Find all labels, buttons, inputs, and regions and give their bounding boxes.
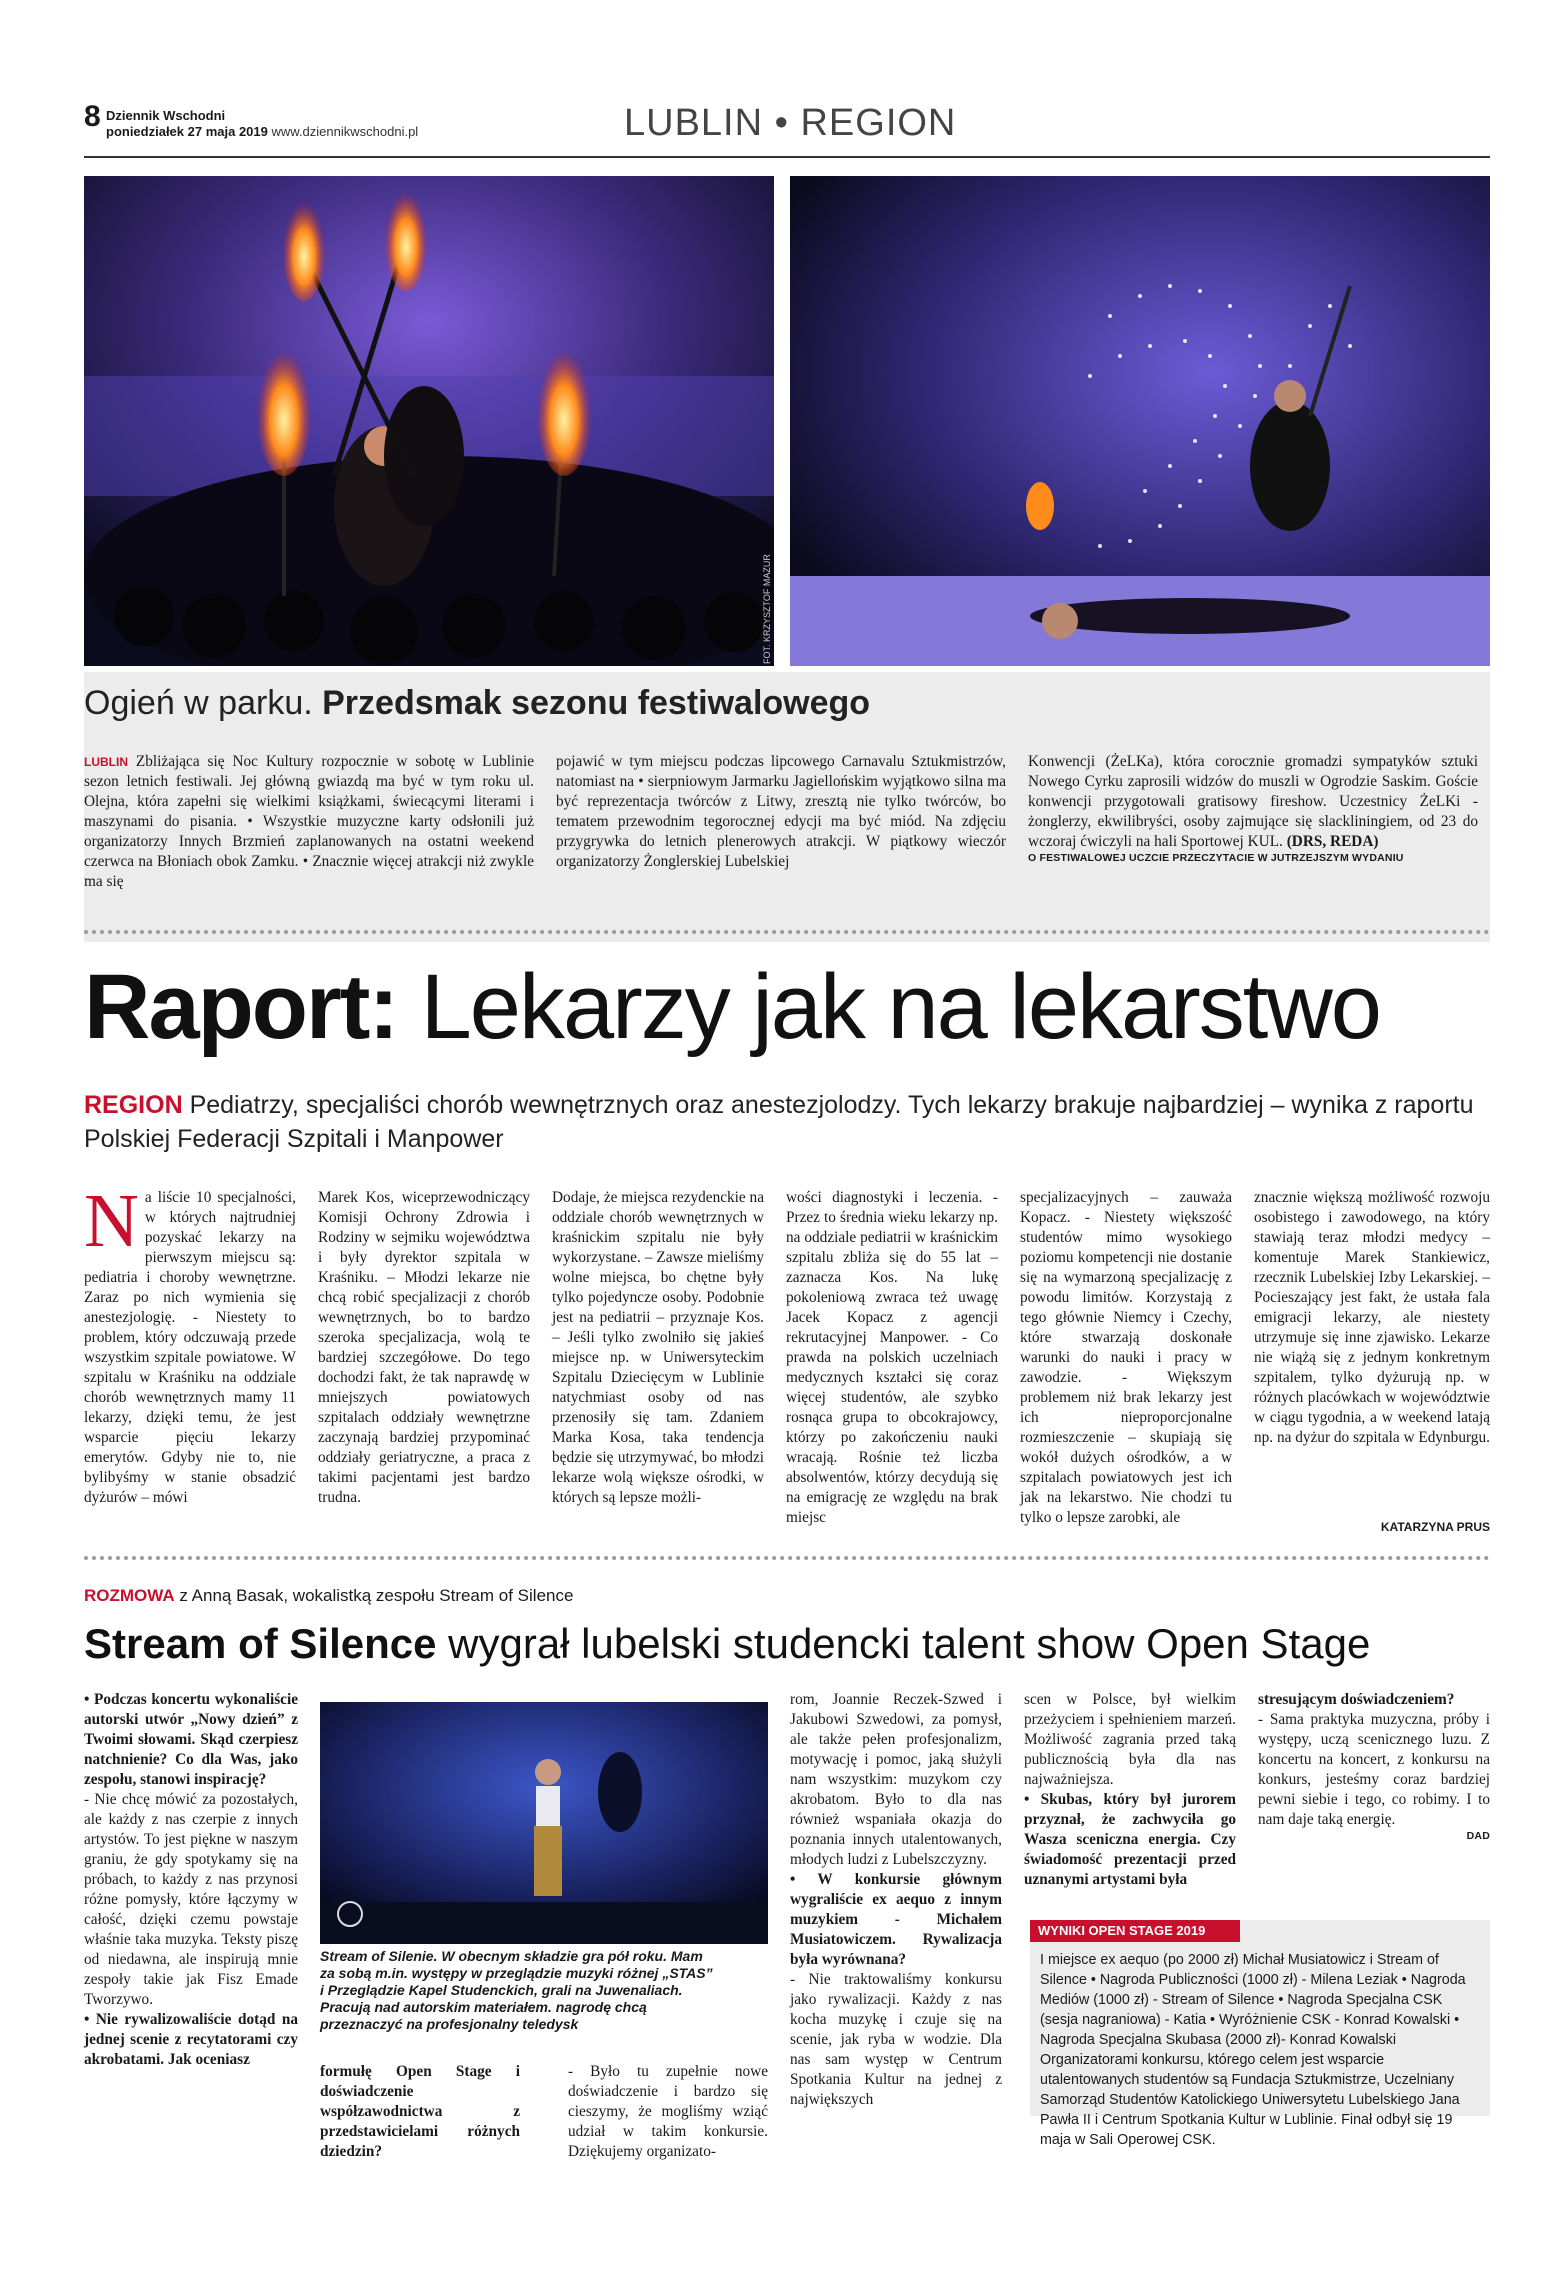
- fire-article-note: O FESTIWALOWEJ UCZCIE PRZECZYTACIE W JUTRZEJSZYM WYDANIU: [1028, 852, 1404, 864]
- interview-col-2: formułę Open Stage i doświadczenie współzawodnictwa z przedstawicielami różnych dziedzin?: [320, 2063, 520, 2160]
- doctors-article-lead: REGION Pediatrzy, specjaliści chorób wewnętrznych oraz anestezjolodzy. Tych lekarzy brakuje najbardziej – wynika z raportu Polskiej Federacji Szpitali i Manpower: [84, 1091, 1474, 1153]
- section-divider-2: [84, 1556, 1490, 1560]
- page-header: [84, 100, 1490, 158]
- issue-date: poniedziałek 27 maja 2019: [106, 124, 268, 139]
- doctors-col-2: Marek Kos, wiceprzewodniczący Komisji Ochrony Zdrowia i Rodziny w sejmiku województwa i były dyrektor szpitala w Kraśniku. – Młodzi lekarze nie chcą robić specjalizacji z chorób wewnętrznych, bo to bardzo szeroka specjalizacja, wolą te bardziej szczegółowe. Do tego dochodzi fakt, że tak naprawdę w mniejszych powiatowych szpitalach oddziały wewnętrzne zaczynają bardziej przypominać oddziały geriatryczne, a praca z takimi pacjentami jest bardzo trudna.: [318, 1189, 530, 1506]
- interview-col-4: rom, Joannie Reczek-Szwed i Jakubowi Szwedowi, za pomysł, ale także pełen profesjonalizm, motywację i pomoc, jaką służyli nam wszystkim: muzykom czy akrobatom. Było to dla nas również wspaniała okazja do poznania innych utalentowanych, młodych ludzi z Lubelszczyzny. • W konkursie głównym wygraliście ex aequo z innym muzykiem - Michałem Musiatowiczem. Rywalizacja była wyrównana? - Nie traktowaliśmy konkursu jako rywalizacji. Każdy z nas kocha muzykę i czuje się na scenie, jak ryba w wodzie. Dla nas sam występ w Centrum Spotkania Kultur na jednej z największych: [790, 1691, 1002, 2108]
- fire-dancers-photo: [84, 176, 774, 666]
- fire-article-title: Ogień w parku. Przedsmak sezonu festiwalowego: [84, 684, 871, 722]
- interview-kicker: ROZMOWA z Anną Basak, wokalistką zespołu Stream of Silence: [84, 1586, 574, 1605]
- doctors-article-title: Raport: Lekarzy jak na lekarstwo: [84, 956, 1380, 1058]
- sparks-image: [790, 176, 1490, 666]
- site-url: www.dziennikwschodni.pl: [271, 124, 419, 139]
- band-photo: [320, 1702, 768, 1944]
- section-divider-1: [84, 930, 1490, 934]
- fire-article-col-1: LUBLIN Zbliżająca się Noc Kultury rozpocznie w sobotę w Lublinie sezon letnich festiwali. Jej główną gwiazdą ma być w tym roku ul. Olejna, która zapełni się wielkimi książkami, świecącymi literami i maszynami do pisania. • Wszystkie muzyczne karty odsłonili już organizatorzy Innych Brzmień zaplanowanych na ostatni weekend czerwca na Błoniach obok Zamku. • Znacznie więcej atrakcji niż zwykle ma się: [84, 753, 534, 890]
- fire-article-col-2: pojawić w tym miejscu podczas lipcowego Carnavalu Sztukmistrzów, natomiast na • sierpniowym Jarmarku Jagiellońskim wyjątkowo silna ma być reprezentacja twórców z Litwy, zresztą nie tylko twórców, bo tematem przewodnim tegorocznej edycji ma być miód. Na zdjęciu przygrywka do letnich plenerowych atrakcji. W piątkowy wieczór organizatorzy Żonglerskiej Lubelskiej: [556, 753, 1006, 870]
- fire-article-col-3: Konwencji (ŻeLKa), która corocznie gromadzi sympatyków sztuki Nowego Cyrku zaprosili widzów do muszli w Ogrodzie Saskim. Goście konwencji przygotowali gratisowy fireshow. Uczestnicy ŻeLKi - żonglerzy, ekwilibryści, osoby zajmujące się slackliningiem, od 23 do wczoraj ćwiczyli na hali Sportowej KUL. (DRS, REDA) O FESTIWALOWEJ UCZCIE PRZECZYTACIE W JUTRZEJSZYM WYDANIU: [1028, 753, 1478, 864]
- doctors-col-3: Dodaje, że miejsca rezydenckie na oddziale chorób wewnętrznych w kraśnickim szpitalu nie były wykorzystane. – Zawsze mieliśmy wolne miejsca, bo chętne były tylko pojedyncze osoby. Podobnie jest na pediatrii – przyznaje Kos. – Jeśli tylko zwolniło się jakieś miejsce np. w Uniwersyteckim Szpitalu Dziecięcym w Lublinie natychmiast osoby od nas przenosiły się tam. Zdaniem Marka Kosa, taka tendencja będzie się utrzymywać, bo młodzi lekarze wolą większe ośrodki, w których są lepsze możli-: [552, 1189, 764, 1506]
- interview-col-6: stresującym doświadczeniem? - Sama praktyka muzyczna, próby i występy, uczą scenicznego luzu. Z koncertu na koncert, z konkursu na konkurs, jesteśmy coraz bardziej pewni siebie i tego, co robimy. I to nam daje taką energię. DAD: [1258, 1691, 1490, 1842]
- band-photo-caption: Stream of Silenie. W obecnym składzie gra pół roku. Mam za sobą m.in. występy w przeglądzie muzyki różnej „STAS” i Przeglądzie Kapel Studenckich, grali na Juwenaliach. Pracują nad autorskim materiałem. nagrodę chcą przeznaczyć na profesjonalny teledysk: [320, 1948, 713, 2032]
- paper-name: Dziennik Wschodni: [106, 108, 226, 123]
- interview-col-1: • Podczas koncertu wykonaliście autorski utwór „Nowy dzień” z Twoimi słowami. Skąd czerpiesz natchnienie? Co dla Was, jako zespołu, stanowi inspirację? - Nie chcę mówić za pozostałych, ale każdy z nas czerpie z innych artystów. To jest piękne w naszym graniu, że gdy spotykamy się na próbach, to każdy z nas przynosi różne pomysły, które łączymy w całość, dzięki czemu powstaje właśnie taka muzyka. Teksty piszę od niedawna, ale inspirują mnie zespoły takie jak Fisz Emade Tworzywo. • Nie rywalizowaliście dotąd na jednej scenie z recytatorami czy akrobatami. Jak oceniasz: [84, 1691, 298, 2068]
- doctors-col-1: Na liście 10 specjalności, w których najtrudniej pozyskać lekarzy na pierwszym miejscu są: pediatria i choroby wewnętrzne. Zaraz po nich wymienia się anestezjologię. - Niestety to problem, który odczuwają przede wszystkim szpitale powiatowe. W szpitalu w Kraśniku na oddziale chorób wewnętrznych mamy 11 lekarzy, dzięki temu, że jest wsparcie pięciu lekarzy emerytów. Gdyby nie to, nie bylibyśmy w stanie obsadzić dyżurów – mówi: [84, 1179, 296, 1506]
- section-title: LUBLIN • REGION: [624, 102, 957, 144]
- singer-image: [320, 1702, 768, 1944]
- interview-col-3: - Było tu zupełnie nowe doświadczenie i bardzo się cieszymy, że mogliśmy wziąć udział w takim konkursie. Dziękujemy organizato-: [568, 2063, 768, 2160]
- doctors-col-5: specjalizacyjnych – zauważa Kopacz. - Niestety większość studentów mimo wysokiego poziomu kompetencji nie dostanie się na wymarzoną specjalizację z powodu limitów. Korzystają z tego głównie Niemcy i Czechy, które stwarzają doskonałe warunki do nauki i pracy w zawodzie. - Większym problemem niż brak lekarzy jest ich nieproporcjonalne rozmieszczenie – skupiają się wokół dużych ośrodków, a w szpitalach powiatowych jest ich jak na lekarstwo. Nie chodzi tu tylko o lepsze zarobki, ale: [1020, 1189, 1232, 1526]
- photo-credit: FOT. KRZYSZTOF MAZUR: [762, 554, 772, 664]
- doctors-author: KATARZYNA PRUS: [1380, 1520, 1490, 1534]
- doctors-col-4: wości diagnostyki i leczenia. - Przez to średnia wieku lekarzy np. na oddziale pediatrii w kraśnickim szpitalu zbliża się do 55 lat – zaznacza Kos. Na lukę pokoleniową zwraca też uwagę Jacek Kopacz z agencji rekrutacyjnej Manpower. - Co prawda na polskich uczelniach medycznych kształci się coraz więcej studentów, ale szybko rosnąca grupa to obcokrajowcy, którzy po zakończeniu nauki wracają. Rośnie też liczba absolwentów, którzy decydują się na emigrację ze względu na brak miejsc: [786, 1189, 998, 1526]
- fireshow-sparks-photo: [790, 176, 1490, 666]
- drop-cap: N: [84, 1179, 139, 1263]
- masthead: [106, 108, 418, 140]
- results-text: I miejsce ex aequo (po 2000 zł) Michał Musiatowicz i Stream of Silence • Nagroda Publiczności (1000 zł) - Milena Leziak • Nagroda Mediów (1000 zł) - Stream of Silence • Nagroda Specjalna CSK (sesja nagraniowa) - Katia • Wyróżnienie CSK - Konrad Kowalski • Nagroda Specjalna Skubasa (2000 zł)- Konrad Kowalski Organizatorami konkursu, którego celem jest wsparcie utalentowanych studentów są Fundacja Sztukmistrze, Uczelniany Samorząd Studentów Katolickiego Uniwersytetu Lubelskiego Jana Pawła II i Centrum Spotkania Kultur w Lublinie. Finał odbył się 19 maja w Sali Operowej CSK.: [1040, 1952, 1466, 2148]
- fire-dancers-image: [84, 176, 774, 666]
- interview-title: Stream of Silence wygrał lubelski studencki talent show Open Stage: [84, 1620, 1371, 1667]
- interview-sign: DAD: [1466, 1830, 1490, 1842]
- page-number: 8: [84, 100, 101, 133]
- doctors-col-6: znacznie większą możliwość rozwoju osobistego i zawodowego, na który stawiają teraz młodzi medycy – komentuje Marek Stankiewicz, rzecznik Lubelskiej Izby Lekarskiej. – Pocieszający jest fakt, że ustała fala emigracji lekarzy, ale niestety utrzymuje się inne zjawisko. Lekarze nie wiążą się z jednym konkretnym szpitalem, tylko dyżurują np. w różnych placówkach w województwie w ciągu tygodnia, a w weekend latają np. na dyżur do szpitala w Edynburgu.: [1254, 1189, 1490, 1446]
- interview-col-5: scen w Polsce, był wielkim przeżyciem i spełnieniem marzeń. Możliwość zagrania przed taką publicznością była dla nas najważniejsza. • Skubas, który był jurorem przyznał, że zachwyciła go Wasza sceniczna energia. Czy świadomość prezentacji przed uznanymi artystami była: [1024, 1691, 1236, 1888]
- results-box: [1030, 1920, 1490, 2148]
- results-title: WYNIKI OPEN STAGE 2019: [1030, 1920, 1240, 1942]
